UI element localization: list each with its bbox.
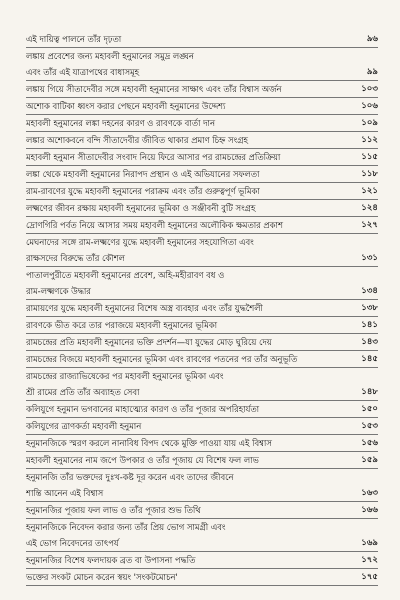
table-of-contents xyxy=(26,31,378,586)
toc-entry xyxy=(26,300,378,317)
toc-entry-page: ১১৮ xyxy=(361,169,378,179)
toc-entry-title: মহাবলী হনুমানের লঙ্কা দহনের কারণ ও রাবণকে বার্তা দান xyxy=(26,118,215,128)
toc-entry-title: হনুমানজিকে নিবেদন করার জন্য তাঁর প্রিয় ভোগ সামগ্রী এবং xyxy=(26,522,226,532)
toc-entry-page: ১৪৩ xyxy=(361,337,378,347)
toc-entry-title: লঙ্কায় প্রবেশের জন্য মহাবলী হনুমানের সমুদ্র লঙ্ঘন xyxy=(26,51,194,61)
toc-entry-page: ১৫৯ xyxy=(361,455,378,465)
toc-entry xyxy=(26,183,378,200)
toc-entry-page: ১৬৩ xyxy=(361,488,378,498)
toc-entry-page: ১২৪ xyxy=(361,203,378,213)
toc-entry-title: রাম-রাবণের যুদ্ধে মহাবলী হনুমানের পরাক্রম এবং তাঁর গুরুত্বপূর্ণ ভূমিকা xyxy=(26,186,260,196)
toc-entry-title: রাবণকে ভীত করে তার পরাজয়ে মহাবলী হনুমানের ভূমিকা xyxy=(26,320,218,330)
toc-entry-title: হনুমানজি তাঁর ভক্তদের দুঃখ-কষ্ট দূর করেন এবং তাদের জীবনে xyxy=(26,472,234,482)
toc-entry xyxy=(26,485,378,502)
toc-entry-page: ১১২ xyxy=(361,135,378,145)
toc-entry-page: ১৭২ xyxy=(361,555,378,565)
toc-entry xyxy=(26,115,378,132)
toc-entry xyxy=(26,98,378,115)
toc-entry-page: ১৭৫ xyxy=(361,572,378,582)
toc-entry-title: কলিযুগের ত্রাণকর্তা মহাবলী হনুমান xyxy=(26,421,142,431)
toc-entry xyxy=(26,401,378,418)
toc-entry xyxy=(26,418,378,435)
toc-entry-page: ১৫৬ xyxy=(361,438,378,448)
toc-entry-title: এই ভোগ নিবেদনের তাৎপর্য xyxy=(26,538,119,548)
toc-entry xyxy=(26,64,378,81)
toc-entry-page: ৯৯ xyxy=(366,67,378,77)
toc-entry-page: ১২৭ xyxy=(361,220,378,230)
toc-entry-title: রাম-লক্ষ্মণকে উদ্ধার xyxy=(26,286,91,296)
toc-entry-page: ১৬৯ xyxy=(361,538,378,548)
toc-entry-title: হনুমানজিকে স্মরণ করলে নানাবিধ বিপদ থেকে মুক্তি পাওয়া যায় এই বিশ্বাস xyxy=(26,438,272,448)
toc-entry-title: দ্রোণগিরি পর্বত নিয়ে আসার সময় মহাবলী হনুমানের অলৌকিক ক্ষমতার প্রকাশ xyxy=(26,220,283,230)
toc-entry-page: ১৫০ xyxy=(361,404,378,414)
toc-entry xyxy=(26,267,378,283)
toc-entry xyxy=(26,569,378,586)
toc-entry-page: ১৫৩ xyxy=(361,421,378,431)
toc-entry xyxy=(26,469,378,485)
toc-entry xyxy=(26,149,378,166)
toc-entry-title: লক্ষ্মণের জীবন রক্ষায় মহাবলী হনুমানের ভূমিকা ও সঞ্জীবনী বুটি সংগ্রহ xyxy=(26,203,256,213)
toc-entry-title: এই দায়িত্ব পালনে তাঁর দৃঢ়তা xyxy=(26,34,122,44)
toc-entry-page: ১১৫ xyxy=(361,152,378,162)
toc-entry-title: লঙ্কার অশোকবনে বন্দি সীতাদেবীর জীবিত থাকার প্রমাণ চিহ্ন সংগ্রহ xyxy=(26,135,248,145)
toc-entry-title: শ্রী রামের প্রতি তাঁর অব্যাহত সেবা xyxy=(26,387,140,397)
toc-entry xyxy=(26,384,378,401)
toc-entry xyxy=(26,31,378,48)
toc-entry-page: ১২১ xyxy=(361,186,378,196)
toc-entry-title: ভক্তের সংকট মোচন করেন স্বয়ং 'সংকটমোচন' xyxy=(26,572,178,582)
toc-entry xyxy=(26,535,378,552)
toc-entry-page: ১০৯ xyxy=(361,118,378,128)
toc-entry xyxy=(26,283,378,300)
toc-entry-page: ১৩১ xyxy=(361,253,378,263)
toc-entry-title: পাতালপুরীতে মহাবলী হনুমানের প্রবেশ, অহি-মহীরাবণ বধ ও xyxy=(26,270,225,280)
toc-entry xyxy=(26,435,378,452)
toc-entry-title: শান্তি আনেন এই বিশ্বাস xyxy=(26,488,104,498)
toc-entry xyxy=(26,132,378,149)
toc-entry xyxy=(26,502,378,519)
toc-entry-title: লঙ্কা থেকে মহাবলী হনুমানের নিরাপদ প্রস্থান ও এই অভিযানের সফলতা xyxy=(26,169,260,179)
toc-entry-title: হনুমানজির পূজায় ফল লাভ ও তাঁর পূজার শুভ তিথি xyxy=(26,505,201,515)
toc-entry-title: রামচন্দ্রের প্রতি মহাবলী হনুমানের ভক্তি প্রদর্শন—যা যুদ্ধের মোড় ঘুরিয়ে দেয় xyxy=(26,337,272,347)
toc-entry-page: ১৪১ xyxy=(361,320,378,330)
toc-entry xyxy=(26,552,378,569)
toc-entry-title: রামচন্দ্রের রাজ্যাভিষেকের পর মহাবলী হনুমানের ভূমিকা এবং xyxy=(26,371,224,381)
toc-entry-title: মহাবলী হনুমান সীতাদেবীর সংবাদ নিয়ে ফিরে আসার পর রামচন্দ্রের প্রতিক্রিয়া xyxy=(26,152,281,162)
toc-entry xyxy=(26,48,378,64)
toc-entry-title: রাক্ষসদের বিরুদ্ধে তাঁর কৌশল xyxy=(26,253,125,263)
toc-entry-page: ১০৩ xyxy=(361,84,378,94)
toc-entry xyxy=(26,519,378,535)
toc-entry xyxy=(26,200,378,217)
toc-entry-title: রামচন্দ্রের বিজয়ে মহাবলী হনুমানের ভূমিকা এবং রাবণের পতনের পর তাঁর অনুভূতি xyxy=(26,354,298,364)
toc-entry-title: রামায়ণের যুদ্ধে মহাবলী হনুমানের বিশেষ অস্ত্র ব্যবহার এবং তাঁর যুদ্ধশৈলী xyxy=(26,303,263,313)
toc-entry xyxy=(26,317,378,334)
toc-entry-page: ১০৬ xyxy=(361,101,378,111)
toc-entry-title: অশোক বাটিকা ধ্বংস করার পেছনে মহাবলী হনুমানের উদ্দেশ্য xyxy=(26,101,226,111)
toc-entry xyxy=(26,351,378,368)
toc-entry-page: ৯৬ xyxy=(366,34,378,44)
toc-entry xyxy=(26,368,378,384)
toc-entry xyxy=(26,234,378,250)
toc-entry xyxy=(26,166,378,183)
toc-entry-title: মেঘনাদের সঙ্গে রাম-লক্ষ্মণের যুদ্ধে মহাবলী হনুমানের সহযোগিতা এবং xyxy=(26,237,254,247)
toc-entry-title: এবং তাঁর এই যাত্রাপথের বাধাসমূহ xyxy=(26,67,140,77)
toc-entry xyxy=(26,334,378,351)
toc-entry xyxy=(26,81,378,98)
toc-entry-page: ১৪৫ xyxy=(361,354,378,364)
toc-entry xyxy=(26,452,378,469)
toc-entry-page: ১৪৮ xyxy=(361,387,378,397)
toc-entry-page: ১৩৪ xyxy=(361,286,378,296)
toc-entry xyxy=(26,250,378,267)
toc-entry-title: হনুমানজির বিশেষ ফলদায়ক ব্রত বা উপাসনা পদ্ধতি xyxy=(26,555,196,565)
toc-entry-title: মহাবলী হনুমানের নাম জপে উপকার ও তাঁর পূজায় যে বিশেষ ফল লাভ xyxy=(26,455,259,465)
toc-entry-page: ১৬৬ xyxy=(361,505,378,515)
toc-entry xyxy=(26,217,378,234)
toc-entry-title: কলিযুগে হনুমান ভগবানের মাহাত্ম্যের কারণ ও তাঁর পূজার অপরিহার্যতা xyxy=(26,404,260,414)
toc-entry-title: লঙ্কায় গিয়ে সীতাদেবীর সঙ্গে মহাবলী হনুমানের সাক্ষাৎ এবং তাঁর বিশ্বাস অর্জন xyxy=(26,84,282,94)
toc-entry-page: ১৩৮ xyxy=(361,303,378,313)
